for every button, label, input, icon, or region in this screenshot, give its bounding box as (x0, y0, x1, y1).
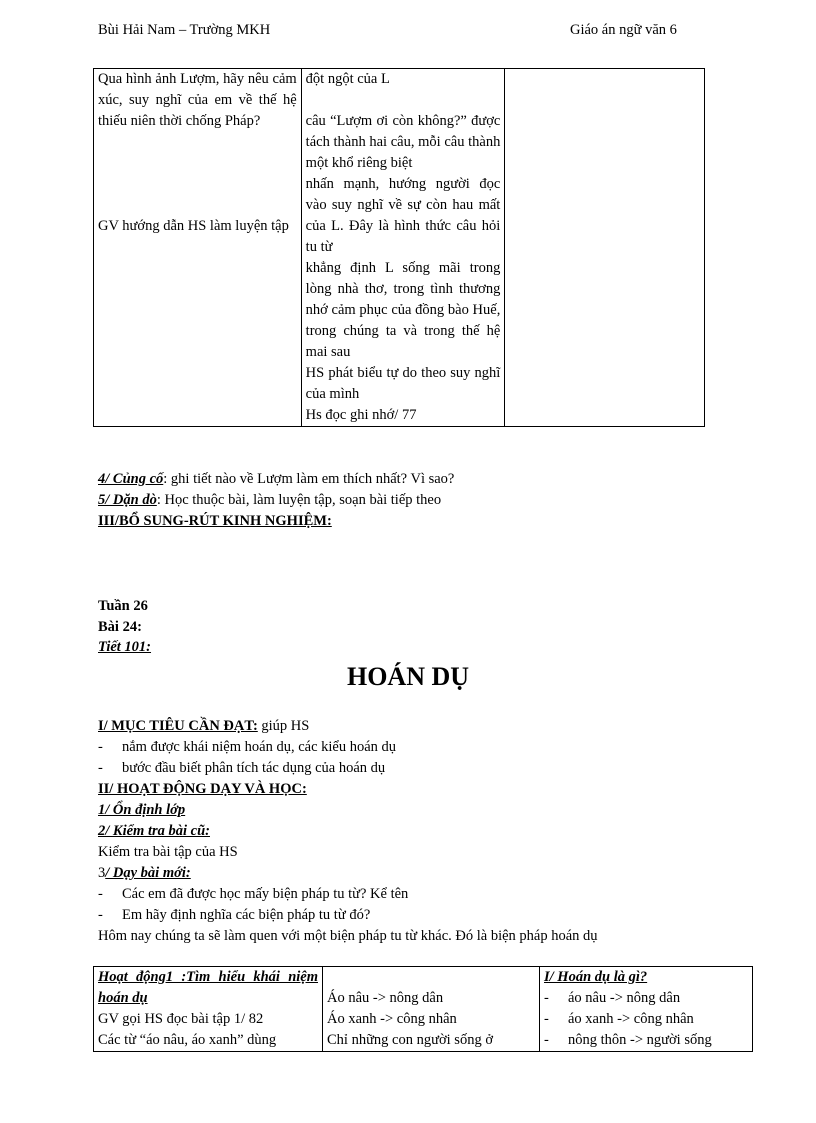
consolidation-text: : ghi tiết nào về Lượm làm em thích nhất? Vì sao? (163, 471, 455, 487)
header-author: Bùi Hải Nam – Trường MKH (98, 22, 271, 38)
new-lesson-prefix: 3 (98, 865, 106, 881)
check-old-heading: 2/ Kiểm tra bài cũ: (98, 823, 210, 839)
table2-teacher-line: Các từ “áo nâu, áo xanh” dùng (98, 1032, 277, 1048)
objective-item: - bước đầu biết phân tích tác dụng của hoán dụ (98, 760, 386, 776)
homework-text: : Học thuộc bài, làm luyện tập, soạn bài tiếp theo (156, 492, 442, 508)
table2-teacher-line: GV gọi HS đọc bài tập 1/ 82 (98, 1011, 264, 1027)
objectives-text: giúp HS (257, 718, 310, 734)
lesson-label: Bài 24: (98, 619, 142, 635)
question-item: - Em hãy định nghĩa các biện pháp tu từ đó? (98, 907, 371, 923)
metonymy-heading: I/ Hoán dụ là gì? (544, 969, 648, 985)
table1-notes-column (505, 69, 705, 427)
table1-practice-note: GV hướng dẫn HS làm luyện tập (98, 218, 289, 234)
period-label: Tiết 101: (98, 639, 152, 655)
lesson-table-bottom (93, 966, 753, 1052)
stabilize-heading: 1/ Ổn định lớp (98, 802, 186, 818)
table2-note-text: áo xanh -> công nhân (568, 1011, 694, 1027)
table1-answer-line: nhấn mạnh, hướng người đọc vào suy nghĩ về sự còn hau mất của L. Đây là hình thức câu hỏi tu từ (305, 176, 501, 255)
table1-gap (306, 90, 501, 111)
homework-label: 5/ Dặn dò (98, 492, 157, 508)
table1-teacher-column (94, 69, 302, 427)
header-subject: Giáo án ngữ văn 6 (570, 22, 677, 38)
question-text: Em hãy định nghĩa các biện pháp tu từ đó? (122, 907, 371, 923)
activity1-heading: Hoạt động1 :Tìm hiểu khái niệm hoán dụ (98, 969, 318, 1006)
table2-note-text: nông thôn -> người sống (568, 1032, 712, 1048)
table2-student-line: Áo nâu -> nông dân (327, 990, 444, 1006)
table1-spacer (98, 132, 297, 216)
new-lesson-line (98, 863, 191, 884)
intro-text: Hôm nay chúng ta sẽ làm quen với một biện pháp tu từ khác. Đó là biện pháp hoán dụ (98, 928, 598, 944)
question-text: Các em đã được học mấy biện pháp tu từ? Kể tên (122, 886, 409, 902)
table2-student-line: Áo xanh -> công nhân (327, 1011, 457, 1027)
new-lesson-heading: / Dạy bài mới: (105, 865, 191, 881)
table2-gap (327, 967, 535, 988)
objective-text: nắm được khái niệm hoán dụ, các kiểu hoán dụ (122, 739, 397, 755)
lesson-table-top (93, 68, 705, 427)
supplement-heading: III/BỔ SUNG-RÚT KINH NGHIỆM: (98, 513, 332, 529)
table2-note-item: - áo nâu -> nông dân (544, 990, 681, 1006)
table1-answer-line: khẳng định L sống mãi trong lòng nhà thơ, trong tình thương nhớ cảm phục của đồng bào Huế, trong chúng ta và trong thế hệ mai sau (305, 260, 501, 360)
objectives-line (98, 716, 309, 737)
homework-line (98, 490, 441, 511)
table1-question: Qua hình ảnh Lượm, hãy nêu cảm xúc, suy nghĩ của em về thế hệ thiếu niên thời chống Pháp? (98, 71, 297, 129)
objectives-label: I/ MỤC TIÊU CẦN ĐẠT: (98, 718, 258, 734)
table2-student-column (323, 967, 540, 1052)
table1-answer-line: HS phát biểu tự do theo suy nghĩ của mình (305, 365, 501, 402)
page-title: HOÁN DỤ (346, 662, 470, 691)
table1-answer-line: đột ngột của L (305, 71, 390, 87)
table2-teacher-column (94, 967, 323, 1052)
table1-answer-line: câu “Lượm ơi còn không?” được tách thành hai câu, mỗi câu thành một khổ riêng biệt (305, 113, 501, 171)
consolidation-label: 4/ Củng cố (98, 471, 164, 487)
table2-note-item: - nông thôn -> người sống (544, 1032, 712, 1048)
objective-item: - nắm được khái niệm hoán dụ, các kiểu hoán dụ (98, 739, 397, 755)
table1-student-column (301, 69, 505, 427)
week-label: Tuần 26 (98, 598, 148, 614)
question-item: - Các em đã được học mấy biện pháp tu từ? Kể tên (98, 886, 409, 902)
table2-student-line: Chỉ những con người sống ở (327, 1032, 493, 1048)
table2-note-item: - áo xanh -> công nhân (544, 1011, 694, 1027)
table2-note-text: áo nâu -> nông dân (568, 990, 681, 1006)
consolidation-line (98, 469, 454, 490)
activities-heading: II/ HOẠT ĐỘNG DẠY VÀ HỌC: (98, 781, 307, 797)
objective-text: bước đầu biết phân tích tác dụng của hoán dụ (122, 760, 386, 776)
check-old-text: Kiểm tra bài tập của HS (98, 844, 238, 860)
table2-notes-column (540, 967, 753, 1052)
table1-answer-line: Hs đọc ghi nhớ/ 77 (305, 407, 417, 423)
